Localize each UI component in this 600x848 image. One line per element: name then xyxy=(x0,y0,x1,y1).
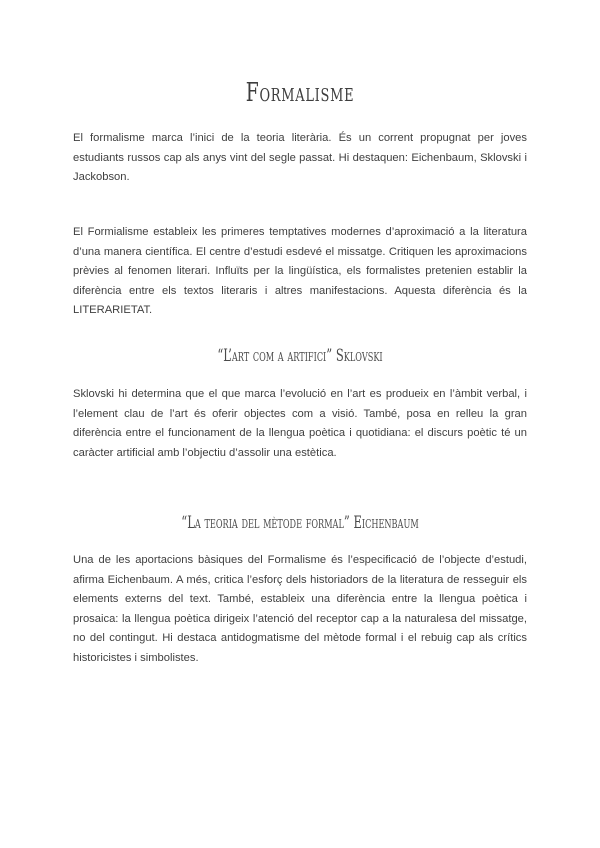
intro-paragraph: El formalisme marca l’inici de la teoria literària. És un corrent propugnat per joves estudiants russos cap als anys vint del segle passat. Hi destaquen: Eichenbaum, Sklovski i Jackobson. xyxy=(73,132,527,184)
section-heading-eichenbaum: “La teoria del mètode formal” Eichenbaum xyxy=(181,513,419,533)
page-title: Formalisme xyxy=(245,78,355,108)
section-body-sklovski: Sklovski hi determina que el que marca l’evolució en l’art es produeix en l’àmbit verbal, i l’element clau de l’art és oferir objectes com a visió. També, posa en relleu la gran diferència entre el funcionament de la llengua poètica i quotidiana: el discurs poètic té un caràcter artificial amb l’objectiu d’assolir una estètica. xyxy=(73,388,527,459)
section-heading-sklovski: “L’art com a artifici” Sklovski xyxy=(217,346,383,366)
literarietat-paragraph: El Formialisme estableix les primeres temptatives modernes d’aproximació a la literatura d’una manera científica. El centre d’estudi esdevé el missatge. Critiquen les aproximacions prèvies al fenomen literari. Influïts per la lingüística, els formalistes pretenien establir la diferència entre els textos literaris i altres manifestacions. Aquesta diferència és la LITERARIETAT. xyxy=(73,226,527,317)
section-body-eichenbaum: Una de les aportacions bàsiques del Formalisme és l’especificació de l’objecte d’estudi, afirma Eichenbaum. A més, critica l’esforç dels historiadors de la literatura de resseguir els elements externs del text. També, estableix una diferència entre la llengua poètica i prosaica: la llengua poètica dirigeix l’atenció del receptor cap a la naturalesa del missatge, no del contingut. Hi destaca antidogmatisme del mètode formal i el rebuig cap als crítics historicistes i simbolistes. xyxy=(73,554,527,664)
